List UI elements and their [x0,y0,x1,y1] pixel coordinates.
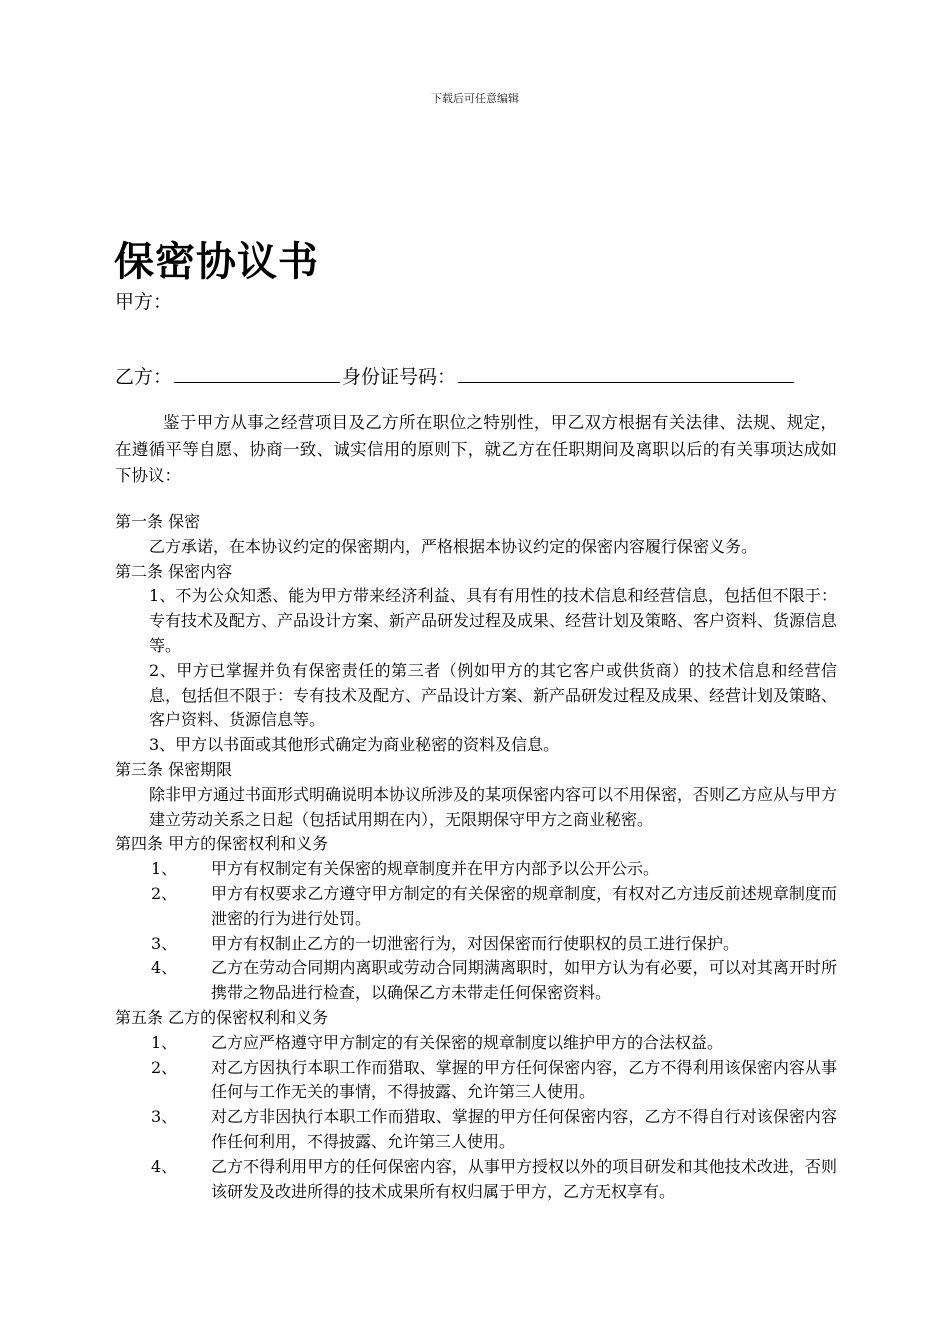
article-2-paragraph-3: 3、甲方以书面或其他形式确定为商业秘密的资料及信息。 [149,735,560,755]
party-b-label: 乙方： [115,366,173,388]
article-2-paragraph-2: 2、甲方已掌握并负有保密责任的第三者（例如甲方的其它客户或供货商）的技术信息和经营信息，包括但不限于：专有技术及配方、产品设计方案、新产品研发过程及成果、经营计划及策略、客户资料、货源信息等。 [149,660,838,730]
item-text: 甲方有权制定有关保密的规章制度并在甲方内部予以公开公示。 [211,859,660,879]
preamble: 鉴于甲方从事之经营项目及乙方所在职位之特别性，甲乙双方根据有关法律、法规、规定，在遵循平等自愿、协商一致、诚实信用的原则下，就乙方在任职期间及离职以后的有关事项达成如下协议： [115,413,837,485]
item-text: 乙方应严格遵守甲方制定的有关保密的规章制度以维护甲方的合法权益。 [211,1032,724,1052]
article-4-item [151,956,837,1006]
party-a-label: 甲方： [115,291,173,313]
agreement-body [115,510,837,1204]
item-text: 甲方有权制止乙方的一切泄密行为，对因保密而行使职权的员工进行保护。 [211,933,740,953]
article-5-item [151,1031,837,1056]
header-note: 下载后可任意编辑 [431,92,519,105]
article-5-item [151,1155,837,1205]
article-3-title: 第三条 保密期限 [115,759,233,779]
party-b-line [115,362,794,391]
id-number-label: 身份证号码： [342,366,457,388]
article-5-title: 第五条 乙方的保密权利和义务 [115,1007,329,1027]
article-1-paragraph: 乙方承诺，在本协议约定的保密期内，严格根据本协议约定的保密内容履行保密义务。 [149,536,758,556]
item-number: 4、 [151,1156,178,1176]
article-4-item [151,932,837,957]
item-text: 对乙方非因执行本职工作而猎取、掌握的甲方任何保密内容，乙方不得自行对该保密内容作任何利用，不得披露、允许第三人使用。 [211,1107,837,1151]
document-title: 保密协议书 [114,238,319,285]
item-text: 甲方有权要求乙方遵守甲方制定的有关保密的规章制度，有权对乙方违反前述规章制度而泄密的行为进行处罚。 [211,883,837,928]
id-number-blank [458,362,794,383]
item-number: 1、 [151,859,178,879]
party-a-line [115,288,172,316]
article-4-title: 第四条 甲方的保密权利和义务 [115,834,329,854]
item-number: 2、 [151,883,178,903]
article-4-item [151,857,837,882]
item-number: 1、 [151,1032,178,1052]
party-b-name-blank [174,362,340,383]
article-2-title: 第二条 保密内容 [115,561,233,581]
item-number: 2、 [151,1057,178,1077]
item-text: 对乙方因执行本职工作而猎取、掌握的甲方任何保密内容，乙方不得利用该保密内容从事任何与工作无关的事情，不得披露、允许第三人使用。 [211,1057,837,1102]
item-text: 乙方不得利用甲方的任何保密内容，从事甲方授权以外的项目研发和其他技术改进，否则该研发及改进所得的技术成果所有权归属于甲方，乙方无权享有。 [211,1156,837,1201]
item-number: 3、 [151,933,178,953]
article-1-title: 第一条 保密 [115,512,201,531]
item-number: 4、 [151,958,178,978]
article-5-item [151,1105,837,1155]
item-text: 乙方在劳动合同期内离职或劳动合同期满离职时，如甲方认为有必要，可以对其离开时所携带之物品进行检查，以确保乙方未带走任何保密资料。 [211,958,837,1003]
item-number: 3、 [151,1107,178,1127]
article-2-paragraph-1: 1、不为公众知悉、能为甲方带来经济利益、具有有用性的技术信息和经营信息，包括但不限于：专有技术及配方、产品设计方案、新产品研发过程及成果、经营计划及策略、客户资料、货源信息等。 [149,586,838,655]
article-4-item [151,882,837,932]
article-3-paragraph: 除非甲方通过书面形式明确说明本协议所涉及的某项保密内容可以不用保密，否则乙方应从与甲方建立劳动关系之日起（包括试用期在内），无限期保守甲方之商业秘密。 [149,784,838,829]
article-5-item [151,1056,837,1106]
